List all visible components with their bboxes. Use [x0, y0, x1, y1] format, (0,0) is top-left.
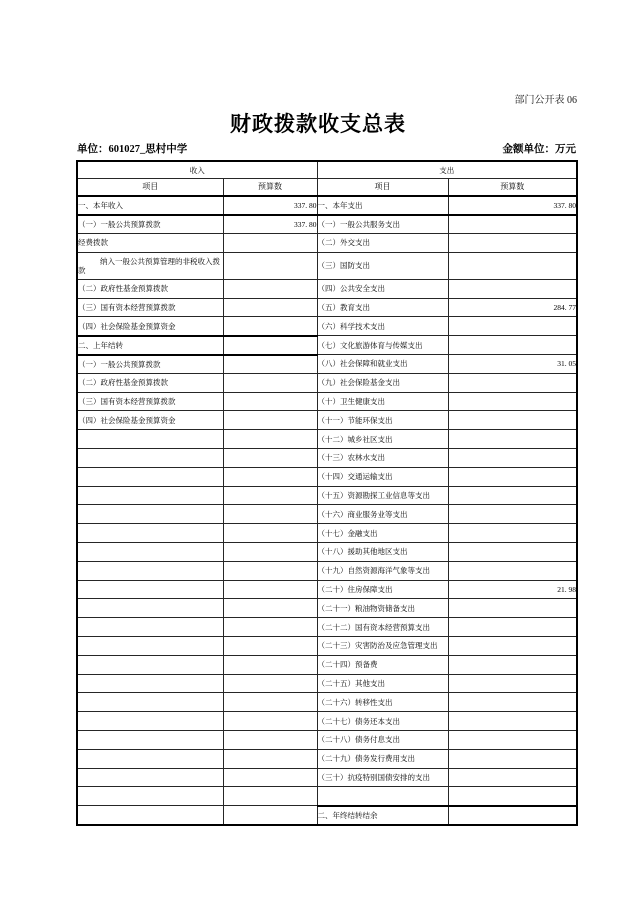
- income-item-cell: [77, 749, 223, 768]
- expense-value-cell: [448, 505, 577, 524]
- income-item-cell: （一）一般公共预算拨款: [77, 355, 223, 374]
- income-value-cell: [223, 411, 317, 430]
- income-value-cell: [223, 486, 317, 505]
- expense-budget-header: 预算数: [448, 179, 577, 197]
- income-value-cell: [223, 712, 317, 731]
- expense-value-cell: [448, 486, 577, 505]
- expense-value-cell: [448, 430, 577, 449]
- unit-row: [77, 141, 576, 156]
- table-row: [77, 768, 577, 787]
- expense-value-cell: [448, 373, 577, 392]
- expense-value-cell: 337. 80: [448, 196, 577, 215]
- expense-value-cell: [448, 731, 577, 750]
- income-value-cell: [223, 252, 317, 279]
- income-value-cell: [223, 430, 317, 449]
- budget-table: [76, 160, 578, 826]
- expense-item-cell: [317, 787, 448, 806]
- table-row: [77, 279, 577, 298]
- table-row: [77, 655, 577, 674]
- expense-item-cell: （二十二）国有资本经营预算支出: [317, 618, 448, 637]
- expense-value-cell: [448, 524, 577, 543]
- income-value-cell: [223, 279, 317, 298]
- income-item-cell: [77, 712, 223, 731]
- table-row: [77, 252, 577, 279]
- income-value-cell: [223, 731, 317, 750]
- expense-item-cell: （三）国防支出: [317, 252, 448, 279]
- income-value-cell: [223, 806, 317, 825]
- table-row: [77, 355, 577, 374]
- expense-value-cell: [448, 618, 577, 637]
- expense-value-cell: [448, 279, 577, 298]
- group-header-row: [77, 161, 577, 179]
- income-item-cell: [77, 637, 223, 656]
- table-row: [77, 693, 577, 712]
- table-row: [77, 543, 577, 562]
- income-item-cell: [77, 505, 223, 524]
- expense-item-cell: （二十五）其他支出: [317, 674, 448, 693]
- income-value-cell: [223, 317, 317, 336]
- expense-item-cell: （二十三）灾害防治及应急管理支出: [317, 637, 448, 656]
- table-row: [77, 392, 577, 411]
- expense-value-cell: [448, 215, 577, 234]
- income-value-cell: [223, 655, 317, 674]
- table-header: [77, 161, 577, 196]
- income-value-cell: [223, 637, 317, 656]
- expense-item-cell: （七）文化旅游体育与传媒支出: [317, 336, 448, 355]
- income-item-cell: [77, 486, 223, 505]
- expense-value-cell: [448, 674, 577, 693]
- expense-item-cell: （十九）自然资源海洋气象等支出: [317, 561, 448, 580]
- table-row: [77, 196, 577, 215]
- expense-value-cell: [448, 806, 577, 825]
- income-value-cell: [223, 599, 317, 618]
- table-row: [77, 599, 577, 618]
- income-item-cell: [77, 655, 223, 674]
- table-row: [77, 430, 577, 449]
- income-item-cell: （四）社会保险基金预算资金: [77, 411, 223, 430]
- expense-item-header: 项目: [317, 179, 448, 197]
- expense-value-cell: [448, 317, 577, 336]
- expense-item-cell: （九）社会保险基金支出: [317, 373, 448, 392]
- income-value-cell: [223, 561, 317, 580]
- table-row: [77, 580, 577, 599]
- table-row: [77, 449, 577, 468]
- income-value-cell: [223, 674, 317, 693]
- table-row: [77, 637, 577, 656]
- income-item-cell: [77, 449, 223, 468]
- expense-item-cell: （十三）农林水支出: [317, 449, 448, 468]
- table-row: [77, 524, 577, 543]
- expense-item-cell: （十六）商业服务业等支出: [317, 505, 448, 524]
- expense-item-cell: （二十）住房保障支出: [317, 580, 448, 599]
- income-item-cell: [77, 768, 223, 787]
- income-value-cell: 337. 80: [223, 215, 317, 234]
- expense-value-cell: [448, 467, 577, 486]
- table-row: [77, 618, 577, 637]
- income-item-cell: [77, 467, 223, 486]
- expense-value-cell: [448, 693, 577, 712]
- income-value-cell: [223, 336, 317, 355]
- income-value-cell: [223, 524, 317, 543]
- expense-value-cell: 31. 05: [448, 355, 577, 374]
- expense-item-cell: （三十）抗疫特别国债安排的支出: [317, 768, 448, 787]
- column-header-row: [77, 179, 577, 197]
- expense-value-cell: [448, 449, 577, 468]
- amount-unit-label: 金额单位：万元: [502, 144, 576, 155]
- table-row: [77, 787, 577, 806]
- income-value-cell: [223, 392, 317, 411]
- expense-value-cell: 21. 98: [448, 580, 577, 599]
- income-budget-header: 预算数: [223, 179, 317, 197]
- table-row: [77, 486, 577, 505]
- expense-item-cell: （四）公共安全支出: [317, 279, 448, 298]
- expense-item-cell: 一、本年支出: [317, 196, 448, 215]
- income-value-cell: [223, 234, 317, 253]
- income-value-cell: [223, 467, 317, 486]
- income-value-cell: [223, 373, 317, 392]
- income-value-cell: [223, 768, 317, 787]
- unit-label: 单位：601027_思村中学: [77, 144, 188, 155]
- table-row: [77, 215, 577, 234]
- expense-item-cell: （五）教育支出: [317, 298, 448, 317]
- table-row: [77, 336, 577, 355]
- income-item-header: 项目: [77, 179, 223, 197]
- expense-item-cell: （二十一）粮油物资储备支出: [317, 599, 448, 618]
- table-row: [77, 806, 577, 825]
- table-row: [77, 411, 577, 430]
- expense-item-cell: （二十八）债务付息支出: [317, 731, 448, 750]
- income-value-cell: 337. 80: [223, 196, 317, 215]
- expense-item-cell: 二、年终结转结余: [317, 806, 448, 825]
- expense-value-cell: [448, 768, 577, 787]
- income-header-cell: 收入: [77, 161, 317, 179]
- expense-item-cell: （十二）城乡社区支出: [317, 430, 448, 449]
- expense-value-cell: [448, 561, 577, 580]
- income-item-cell: [77, 580, 223, 599]
- income-value-cell: [223, 298, 317, 317]
- income-item-cell: （二）政府性基金预算拨款: [77, 373, 223, 392]
- income-item-cell: [77, 561, 223, 580]
- income-value-cell: [223, 749, 317, 768]
- income-item-cell: （一）一般公共预算拨款: [77, 215, 223, 234]
- expense-item-cell: （十）卫生健康支出: [317, 392, 448, 411]
- income-value-cell: [223, 355, 317, 374]
- expense-item-cell: （二）外交支出: [317, 234, 448, 253]
- table-row: [77, 712, 577, 731]
- income-value-cell: [223, 618, 317, 637]
- expense-value-cell: [448, 392, 577, 411]
- expense-value-cell: [448, 336, 577, 355]
- expense-item-cell: （十八）援助其他地区支出: [317, 543, 448, 562]
- table-row: [77, 373, 577, 392]
- income-value-cell: [223, 787, 317, 806]
- expense-value-cell: [448, 234, 577, 253]
- expense-value-cell: [448, 655, 577, 674]
- table-row: [77, 505, 577, 524]
- expense-item-cell: （十四）交通运输支出: [317, 467, 448, 486]
- expense-item-cell: （十五）资源勘探工业信息等支出: [317, 486, 448, 505]
- expense-item-cell: （一）一般公共服务支出: [317, 215, 448, 234]
- table-row: [77, 749, 577, 768]
- table-row: [77, 674, 577, 693]
- income-item-cell: 纳入一般公共预算管理的非税收入拨款: [77, 252, 223, 279]
- expense-value-cell: [448, 599, 577, 618]
- income-item-cell: [77, 693, 223, 712]
- income-value-cell: [223, 580, 317, 599]
- expense-item-cell: （十七）金融支出: [317, 524, 448, 543]
- expense-value-cell: [448, 637, 577, 656]
- page-title: 财政拨款收支总表: [230, 112, 406, 136]
- income-item-cell: [77, 430, 223, 449]
- income-item-cell: [77, 599, 223, 618]
- table-row: [77, 298, 577, 317]
- income-value-cell: [223, 449, 317, 468]
- table-body: [77, 196, 577, 825]
- expense-value-cell: 284. 77: [448, 298, 577, 317]
- income-item-cell: [77, 787, 223, 806]
- expense-item-cell: （十一）节能环保支出: [317, 411, 448, 430]
- income-item-cell: [77, 731, 223, 750]
- expense-item-cell: （二十六）转移性支出: [317, 693, 448, 712]
- income-value-cell: [223, 543, 317, 562]
- income-item-cell: （三）国有资本经营预算拨款: [77, 392, 223, 411]
- expense-value-cell: [448, 712, 577, 731]
- expense-item-cell: （八）社会保障和就业支出: [317, 355, 448, 374]
- income-item-cell: [77, 543, 223, 562]
- expense-item-cell: （二十九）债务发行费用支出: [317, 749, 448, 768]
- corner-label: 部门公开表 06: [514, 95, 577, 106]
- expense-item-cell: （二十七）债务还本支出: [317, 712, 448, 731]
- table-row: [77, 467, 577, 486]
- expense-value-cell: [448, 252, 577, 279]
- table-row: [77, 561, 577, 580]
- income-item-cell: （四）社会保险基金预算资金: [77, 317, 223, 336]
- income-value-cell: [223, 693, 317, 712]
- expense-value-cell: [448, 787, 577, 806]
- income-item-cell: [77, 618, 223, 637]
- table-row: [77, 317, 577, 336]
- income-item-cell: （二）政府性基金预算拨款: [77, 279, 223, 298]
- income-item-cell: 一、本年收入: [77, 196, 223, 215]
- expense-item-cell: （二十四）预备费: [317, 655, 448, 674]
- income-item-cell: [77, 806, 223, 825]
- income-item-cell: （三）国有资本经营预算拨款: [77, 298, 223, 317]
- income-item-cell: 经费拨款: [77, 234, 223, 253]
- expense-value-cell: [448, 749, 577, 768]
- table-row: [77, 234, 577, 253]
- income-item-cell: 二、上年结转: [77, 336, 223, 355]
- table-row: [77, 731, 577, 750]
- expense-header-cell: 支出: [317, 161, 577, 179]
- income-item-cell: [77, 524, 223, 543]
- expense-value-cell: [448, 543, 577, 562]
- expense-item-cell: （六）科学技术支出: [317, 317, 448, 336]
- expense-value-cell: [448, 411, 577, 430]
- income-value-cell: [223, 505, 317, 524]
- income-item-cell: [77, 674, 223, 693]
